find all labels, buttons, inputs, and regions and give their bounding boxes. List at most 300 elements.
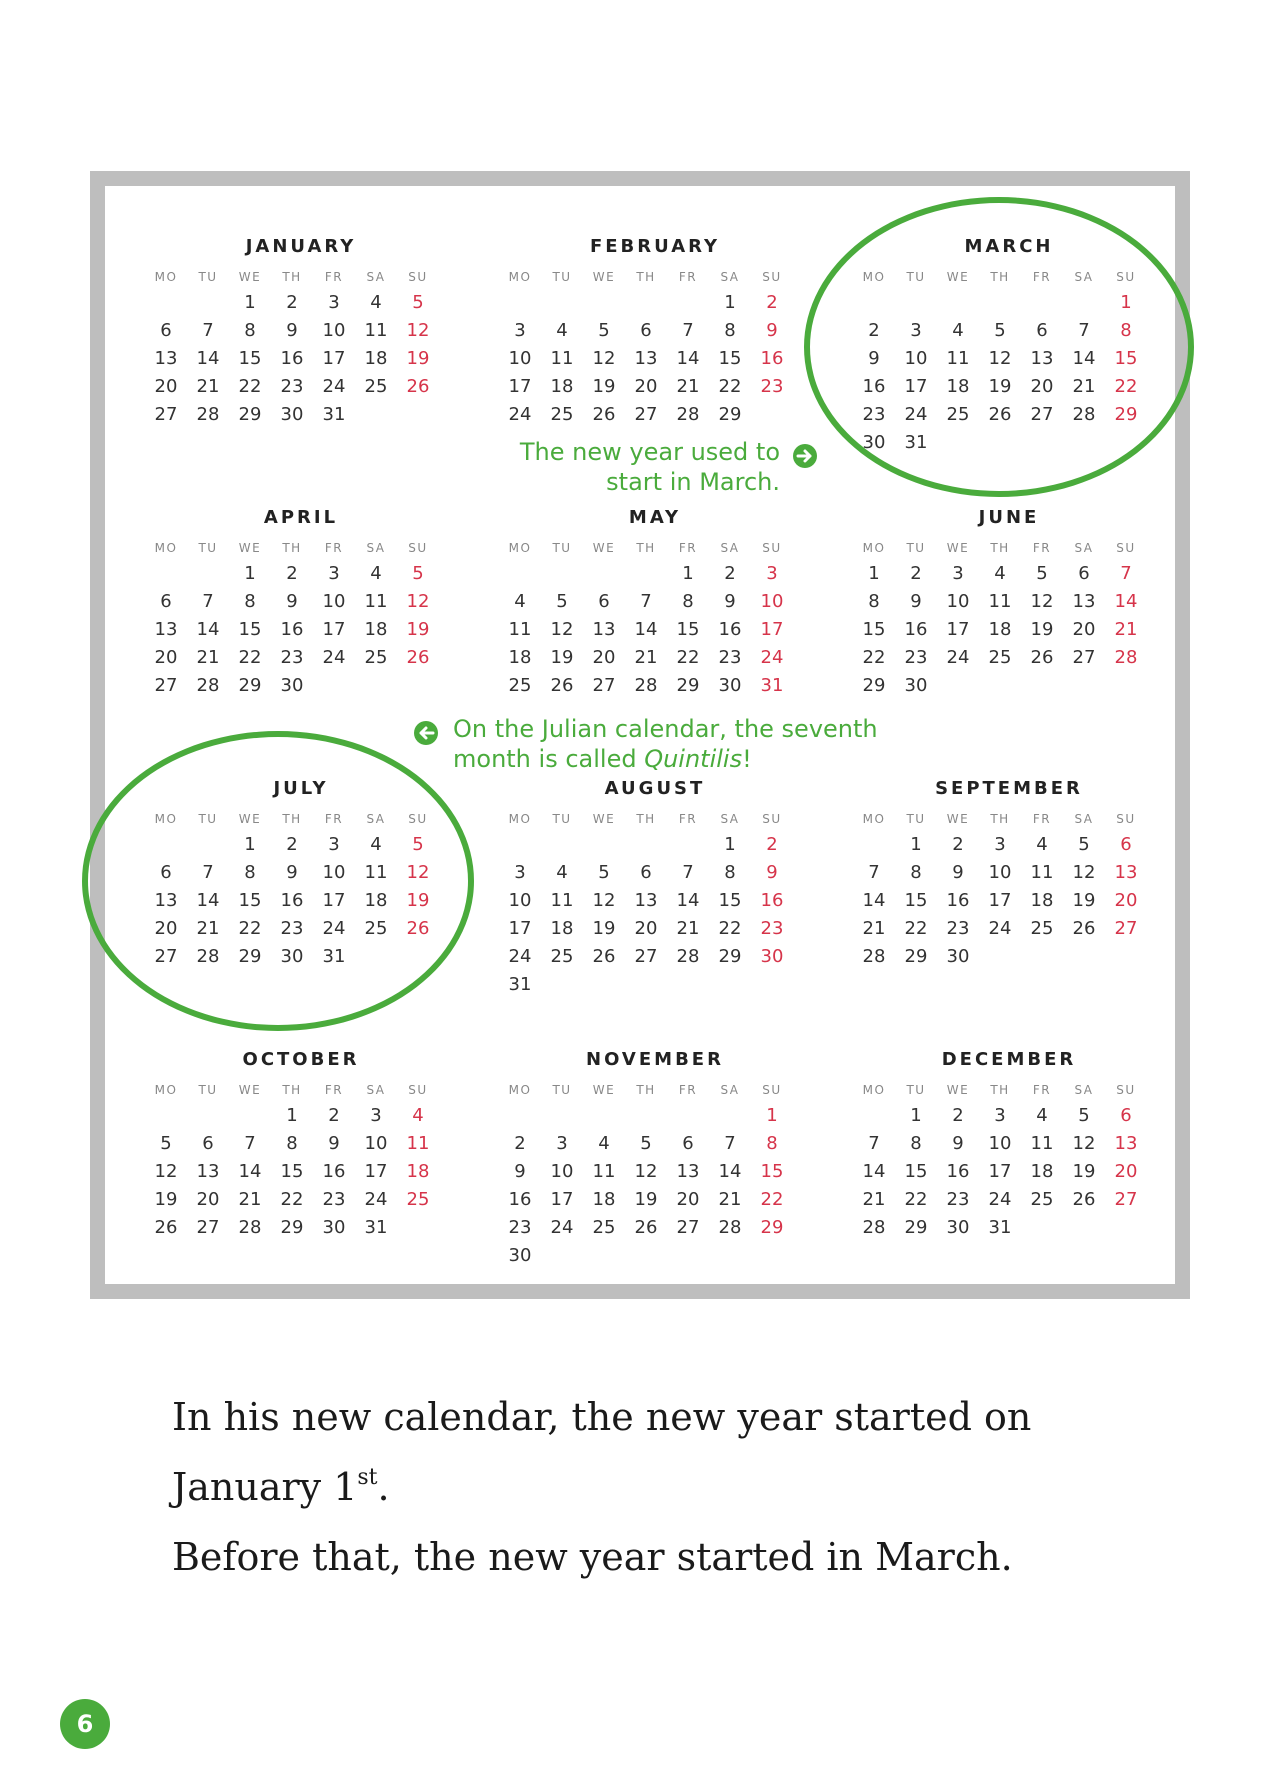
march-note [480,437,780,497]
month-july [145,778,457,1018]
date: 7 [202,862,214,883]
date: 5 [598,320,610,341]
date: 10 [322,320,346,341]
day-header: SA [1074,1083,1094,1097]
sunday-date: 26 [406,647,430,668]
date: 9 [952,862,964,883]
date: 6 [640,320,652,341]
date: 1 [682,563,694,584]
date: 30 [280,946,304,967]
sunday-date: 27 [1114,918,1138,939]
sunday-date: 29 [1114,404,1138,425]
date: 19 [592,918,616,939]
date: 5 [1036,563,1048,584]
date: 22 [238,647,262,668]
date: 22 [676,647,700,668]
day-header: SU [762,541,782,555]
date: 12 [1030,591,1054,612]
date: 23 [862,404,886,425]
date: 29 [238,946,262,967]
date: 15 [676,619,700,640]
date: 20 [634,918,658,939]
date: 11 [1030,862,1054,883]
day-header: MO [154,541,178,555]
date: 27 [154,946,178,967]
date: 19 [1072,890,1096,911]
sunday-date: 2 [766,834,778,855]
date: 14 [196,890,220,911]
date: 23 [508,1217,532,1238]
date: 18 [364,348,388,369]
date: 17 [988,1161,1012,1182]
date: 27 [592,675,616,696]
date: 3 [370,1105,382,1126]
date: 5 [1078,834,1090,855]
date: 26 [592,946,616,967]
date: 26 [634,1217,658,1238]
date: 28 [676,946,700,967]
date: 9 [286,320,298,341]
date: 16 [862,376,886,397]
day-header: TU [552,270,572,284]
date: 10 [904,348,928,369]
date: 29 [280,1217,304,1238]
date: 12 [988,348,1012,369]
date: 16 [508,1189,532,1210]
date: 8 [286,1133,298,1154]
date: 20 [1030,376,1054,397]
date: 13 [676,1161,700,1182]
date: 27 [676,1217,700,1238]
sunday-date: 14 [1114,591,1138,612]
date: 19 [1030,619,1054,640]
day-header: MO [862,1083,886,1097]
day-header: TH [636,270,656,284]
sunday-date: 23 [760,376,784,397]
sunday-date: 13 [1114,862,1138,883]
date: 25 [364,647,388,668]
sunday-date: 26 [406,376,430,397]
day-header: TH [282,270,302,284]
month-name: JANUARY [245,236,357,257]
date: 27 [154,404,178,425]
date: 2 [724,563,736,584]
sunday-date: 30 [760,946,784,967]
date: 8 [868,591,880,612]
date: 19 [592,376,616,397]
date: 6 [160,862,172,883]
date: 28 [238,1217,262,1238]
month-september [853,778,1165,1018]
day-header: SA [720,812,740,826]
date: 29 [718,404,742,425]
day-header: TU [552,1083,572,1097]
date: 6 [202,1133,214,1154]
day-header: TH [990,1083,1010,1097]
day-header: SU [762,270,782,284]
date: 3 [514,862,526,883]
date: 21 [1072,376,1096,397]
date: 16 [946,890,970,911]
date: 5 [640,1133,652,1154]
day-header: SU [1116,1083,1136,1097]
date: 17 [988,890,1012,911]
date: 28 [196,946,220,967]
date: 21 [676,376,700,397]
month-name: JULY [273,778,329,799]
date: 28 [862,946,886,967]
sunday-date: 1 [1120,292,1132,313]
date: 30 [862,432,886,453]
date: 27 [634,404,658,425]
date: 3 [910,320,922,341]
date: 1 [244,834,256,855]
date: 2 [910,563,922,584]
sunday-date: 28 [1114,647,1138,668]
date: 7 [202,320,214,341]
date: 19 [1072,1161,1096,1182]
day-header: MO [154,270,178,284]
month-name: OCTOBER [242,1049,360,1070]
date: 12 [154,1161,178,1182]
month-name: JUNE [978,507,1040,528]
date: 10 [322,862,346,883]
date: 24 [364,1189,388,1210]
date: 10 [988,862,1012,883]
sunday-date: 9 [766,320,778,341]
date: 18 [550,376,574,397]
day-header: SU [1116,541,1136,555]
date: 4 [952,320,964,341]
date: 14 [238,1161,262,1182]
date: 16 [718,619,742,640]
date: 14 [196,348,220,369]
date: 1 [244,563,256,584]
date: 9 [868,348,880,369]
day-header: MO [508,812,532,826]
date: 21 [196,647,220,668]
date: 24 [508,946,532,967]
date: 22 [904,918,928,939]
date: 23 [322,1189,346,1210]
day-header: SU [408,812,428,826]
day-header: FR [678,812,698,826]
date: 6 [160,320,172,341]
month-name: MAY [628,507,682,528]
date: 17 [322,619,346,640]
date: 1 [286,1105,298,1126]
date: 24 [946,647,970,668]
date: 3 [994,1105,1006,1126]
date: 11 [550,890,574,911]
date: 26 [592,404,616,425]
date: 7 [682,320,694,341]
day-header: SA [1074,270,1094,284]
page-number-badge: 6 [60,1699,110,1749]
date: 14 [676,890,700,911]
month-december [853,1049,1165,1289]
day-header: WE [592,270,616,284]
date: 20 [592,647,616,668]
date: 22 [904,1189,928,1210]
date: 28 [862,1217,886,1238]
date: 26 [550,675,574,696]
date: 12 [1072,1133,1096,1154]
date: 4 [598,1133,610,1154]
date: 17 [364,1161,388,1182]
date: 14 [862,1161,886,1182]
day-header: MO [508,1083,532,1097]
sunday-date: 22 [1114,376,1138,397]
date: 2 [328,1105,340,1126]
date: 31 [364,1217,388,1238]
date: 13 [196,1161,220,1182]
date: 4 [994,563,1006,584]
date: 13 [154,619,178,640]
day-header: WE [238,541,262,555]
date: 16 [280,348,304,369]
date: 15 [904,1161,928,1182]
day-header: SA [366,270,386,284]
sunday-date: 15 [1114,348,1138,369]
date: 18 [1030,1161,1054,1182]
date: 9 [286,862,298,883]
date: 18 [508,647,532,668]
date: 12 [592,890,616,911]
month-name: NOVEMBER [586,1049,724,1070]
date: 5 [160,1133,172,1154]
date: 3 [514,320,526,341]
date: 14 [634,619,658,640]
arrow-left-icon [413,720,439,746]
date: 14 [1072,348,1096,369]
date: 25 [550,946,574,967]
date: 21 [238,1189,262,1210]
date: 23 [904,647,928,668]
date: 23 [946,918,970,939]
date: 15 [238,619,262,640]
date: 3 [994,834,1006,855]
date: 4 [1036,1105,1048,1126]
day-header: TH [636,812,656,826]
date: 30 [904,675,928,696]
date: 9 [514,1161,526,1182]
date: 20 [196,1189,220,1210]
date: 4 [556,862,568,883]
date: 1 [910,834,922,855]
date: 26 [988,404,1012,425]
month-may [499,507,811,747]
date: 31 [508,974,532,995]
date: 4 [370,292,382,313]
date: 25 [364,918,388,939]
date: 29 [904,1217,928,1238]
day-header: MO [154,1083,178,1097]
date: 5 [556,591,568,612]
date: 10 [364,1133,388,1154]
date: 8 [244,591,256,612]
date: 31 [988,1217,1012,1238]
date: 24 [508,404,532,425]
day-header: MO [154,812,178,826]
date: 25 [988,647,1012,668]
day-header: FR [678,270,698,284]
date: 16 [280,619,304,640]
date: 7 [244,1133,256,1154]
date: 2 [952,1105,964,1126]
date: 16 [946,1161,970,1182]
date: 14 [862,890,886,911]
date: 13 [1030,348,1054,369]
date: 17 [322,348,346,369]
date: 22 [280,1189,304,1210]
date: 18 [946,376,970,397]
sunday-date: 19 [406,348,430,369]
date: 12 [1072,862,1096,883]
date: 10 [988,1133,1012,1154]
day-header: SU [1116,812,1136,826]
date: 8 [724,320,736,341]
july-note [453,714,913,774]
date: 6 [1036,320,1048,341]
date: 28 [676,404,700,425]
sunday-date: 15 [760,1161,784,1182]
date: 8 [244,320,256,341]
date: 27 [1030,404,1054,425]
date: 23 [718,647,742,668]
date: 27 [196,1217,220,1238]
date: 15 [238,348,262,369]
day-header: TU [198,270,218,284]
day-header: WE [592,1083,616,1097]
date: 11 [946,348,970,369]
day-header: WE [946,1083,970,1097]
day-header: SU [1116,270,1136,284]
date: 2 [952,834,964,855]
sunday-date: 26 [406,918,430,939]
date: 2 [868,320,880,341]
date: 13 [634,348,658,369]
month-name: APRIL [263,507,339,528]
date: 25 [946,404,970,425]
date: 26 [1072,1189,1096,1210]
date: 27 [154,675,178,696]
day-header: TU [906,541,926,555]
date: 30 [280,675,304,696]
sunday-date: 22 [760,1189,784,1210]
month-november [499,1049,811,1289]
date: 3 [328,834,340,855]
date: 6 [682,1133,694,1154]
body-text [172,1382,1152,1592]
date: 24 [904,404,928,425]
month-name: DECEMBER [941,1049,1077,1070]
date: 31 [904,432,928,453]
day-header: WE [946,541,970,555]
date: 28 [196,404,220,425]
sunday-date: 6 [1120,1105,1132,1126]
date: 7 [202,591,214,612]
sunday-date: 18 [406,1161,430,1182]
date: 9 [286,591,298,612]
day-header: WE [238,270,262,284]
day-header: TU [906,812,926,826]
day-header: MO [508,270,532,284]
date: 7 [682,862,694,883]
day-header: SU [408,1083,428,1097]
date: 31 [322,404,346,425]
date: 29 [904,946,928,967]
date: 6 [640,862,652,883]
sunday-date: 8 [1120,320,1132,341]
date: 22 [238,376,262,397]
date: 25 [592,1217,616,1238]
day-header: TH [990,541,1010,555]
day-header: TH [990,270,1010,284]
date: 30 [718,675,742,696]
date: 24 [322,647,346,668]
sunday-date: 5 [412,834,424,855]
body-line-1: In his new calendar, the new year started on [172,1395,1032,1439]
day-header: FR [678,541,698,555]
date: 24 [988,1189,1012,1210]
quintilis-text: Quintilis [644,745,743,773]
date: 18 [364,619,388,640]
day-header: TU [552,541,572,555]
date: 28 [634,675,658,696]
july-note-suffix: ! [742,745,752,773]
body-line-2 [172,1452,1152,1522]
day-header: TH [282,1083,302,1097]
day-header: WE [946,812,970,826]
sunday-date: 12 [406,320,430,341]
date: 23 [280,376,304,397]
date: 15 [238,890,262,911]
date: 25 [364,376,388,397]
date: 29 [862,675,886,696]
sunday-date: 5 [412,292,424,313]
date: 28 [196,675,220,696]
date: 19 [154,1189,178,1210]
day-header: TH [636,541,656,555]
date: 11 [988,591,1012,612]
date: 20 [634,376,658,397]
date: 8 [724,862,736,883]
month-april [145,507,457,747]
date: 13 [592,619,616,640]
day-header: MO [508,541,532,555]
date: 28 [1072,404,1096,425]
date: 18 [988,619,1012,640]
date: 4 [556,320,568,341]
month-june [853,507,1165,747]
date: 18 [364,890,388,911]
sunday-date: 17 [760,619,784,640]
date: 19 [550,647,574,668]
day-header: TH [282,541,302,555]
date: 20 [154,918,178,939]
date: 9 [952,1133,964,1154]
date: 23 [280,647,304,668]
day-header: WE [946,270,970,284]
date: 22 [238,918,262,939]
sunday-date: 29 [760,1217,784,1238]
sunday-date: 13 [1114,1133,1138,1154]
date: 29 [718,946,742,967]
day-header: FR [1032,812,1052,826]
date: 11 [592,1161,616,1182]
date: 5 [994,320,1006,341]
